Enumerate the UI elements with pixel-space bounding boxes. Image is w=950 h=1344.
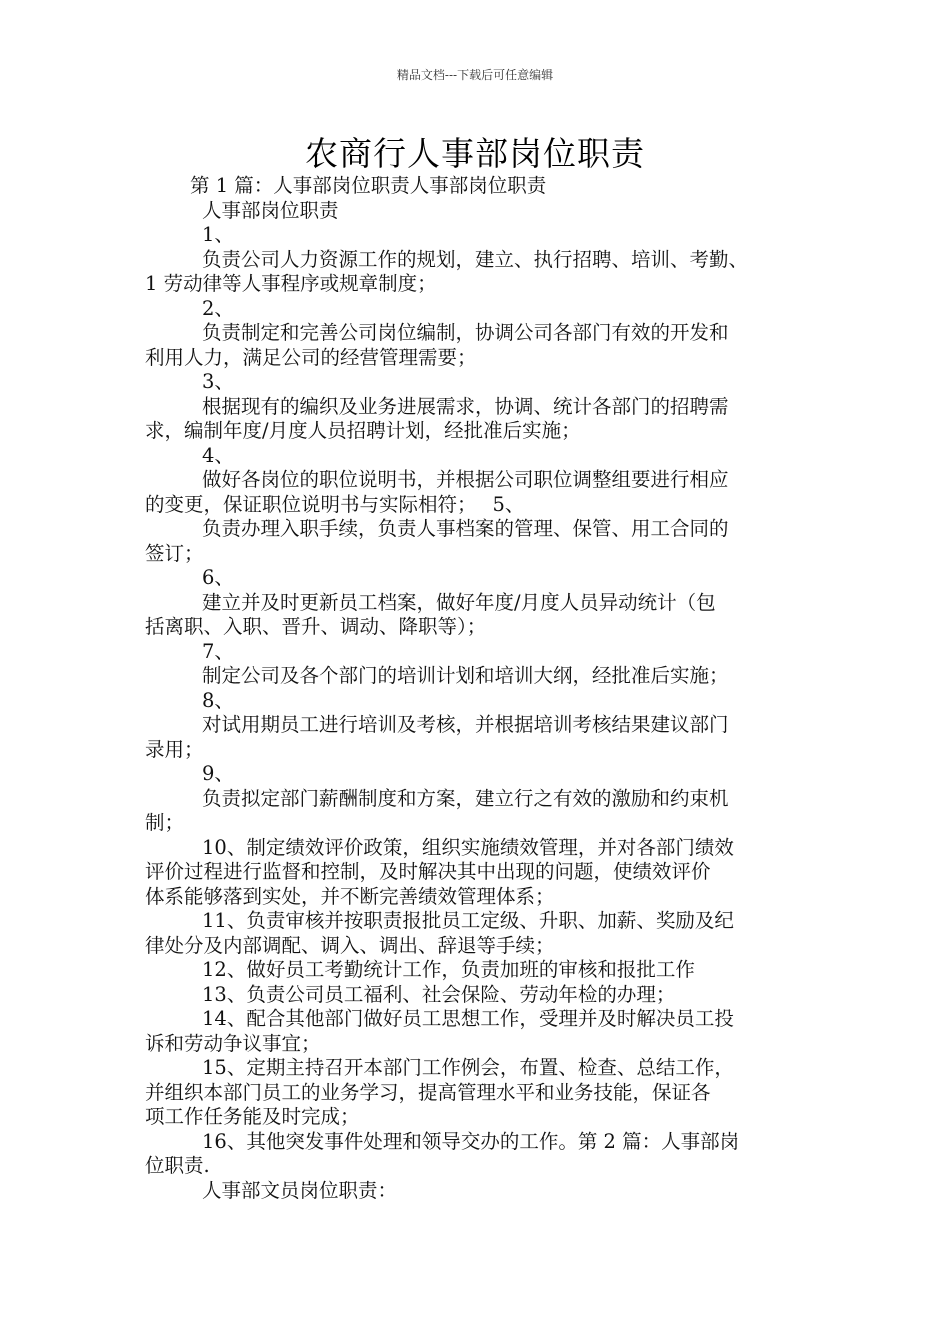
text-line: 签订； <box>145 541 204 565</box>
text-line: 1 劳动律等人事程序或规章制度； <box>145 272 437 295</box>
text-line: 的变更，保证职位说明书与实际相符； 5、 <box>145 492 525 516</box>
text-line: 求，编制年度/月度人员招聘计划，经批准后实施； <box>145 419 581 442</box>
text-line: 负责办理入职手续，负责人事档案的管理、保管、用工合同的 <box>202 517 729 540</box>
text-line: 律处分及内部调配、调入、调出、辞退等手续； <box>145 933 555 957</box>
text-line: 7、 <box>202 639 234 663</box>
text-line: 12、做好员工考勤统计工作，负责加班的审核和报批工作 <box>202 958 695 981</box>
text-line: 括离职、入职、晋升、调动、降职等）； <box>145 615 487 638</box>
text-line: 录用； <box>145 737 204 761</box>
text-line: 9、 <box>202 762 234 785</box>
text-line: 4、 <box>202 443 234 467</box>
text-line: 对试用期员工进行培训及考核，并根据培训考核结果建议部门 <box>202 713 729 736</box>
text-line: 并组织本部门员工的业务学习，提高管理水平和业务技能，保证各 <box>145 1080 711 1104</box>
text-line: 人事部岗位职责 <box>202 198 339 222</box>
text-line: 6、 <box>202 566 234 589</box>
text-line: 8、 <box>202 688 234 712</box>
page-header: 精品文档---下载后可任意编辑 <box>396 68 554 82</box>
text-line: 1、 <box>202 223 234 246</box>
text-line: 诉和劳动争议事宜； <box>145 1031 321 1055</box>
text-line: 14、配合其他部门做好员工思想工作，受理并及时解决员工投 <box>202 1007 734 1030</box>
text-line: 负责制定和完善公司岗位编制，协调公司各部门有效的开发和 <box>202 321 729 344</box>
text-line: 制； <box>145 811 185 834</box>
text-line: 人事部文员岗位职责： <box>202 1178 398 1202</box>
text-line: 11、负责审核并按职责报批员工定级、升职、加薪、奖励及纪 <box>202 909 734 932</box>
text-line: 10、制定绩效评价政策，组织实施绩效管理，并对各部门绩效 <box>202 835 734 859</box>
document-title: 农商行人事部岗位职责 <box>305 134 645 173</box>
text-line: 15、定期主持召开本部门工作例会，布置、检查、总结工作， <box>202 1056 734 1079</box>
text-line: 体系能够落到实处，并不断完善绩效管理体系； <box>145 884 555 908</box>
text-line: 制定公司及各个部门的培训计划和培训大纲，经批准后实施； <box>202 664 729 687</box>
text-line: 建立并及时更新员工档案，做好年度/月度人员异动统计（包 <box>202 590 716 614</box>
text-line: 13、负责公司员工福利、社会保险、劳动年检的办理； <box>202 982 676 1006</box>
text-line: 2、 <box>202 296 234 320</box>
document-body <box>145 174 811 1203</box>
text-line: 评价过程进行监督和控制，及时解决其中出现的问题，使绩效评价 <box>145 860 711 883</box>
text-line: 负责公司人力资源工作的规划，建立、执行招聘、培训、考勤、 <box>202 247 749 271</box>
text-line: 第 1 篇：人事部岗位职责人事部岗位职责 <box>190 174 547 197</box>
text-line: 利用人力，满足公司的经营管理需要； <box>145 345 477 369</box>
text-line: 做好各岗位的职位说明书，并根据公司职位调整组要进行相应 <box>202 468 729 491</box>
text-line: 3、 <box>202 370 234 393</box>
text-line: 根据现有的编织及业务进展需求，协调、统计各部门的招聘需 <box>202 394 729 418</box>
text-line: 负责拟定部门薪酬制度和方案，建立行之有效的激励和约束机 <box>202 786 729 810</box>
text-line: 位职责. <box>145 1154 210 1177</box>
text-line: 项工作任务能及时完成； <box>145 1105 360 1128</box>
text-line: 16、其他突发事件处理和领导交办的工作。第 2 篇：人事部岗 <box>202 1129 740 1153</box>
